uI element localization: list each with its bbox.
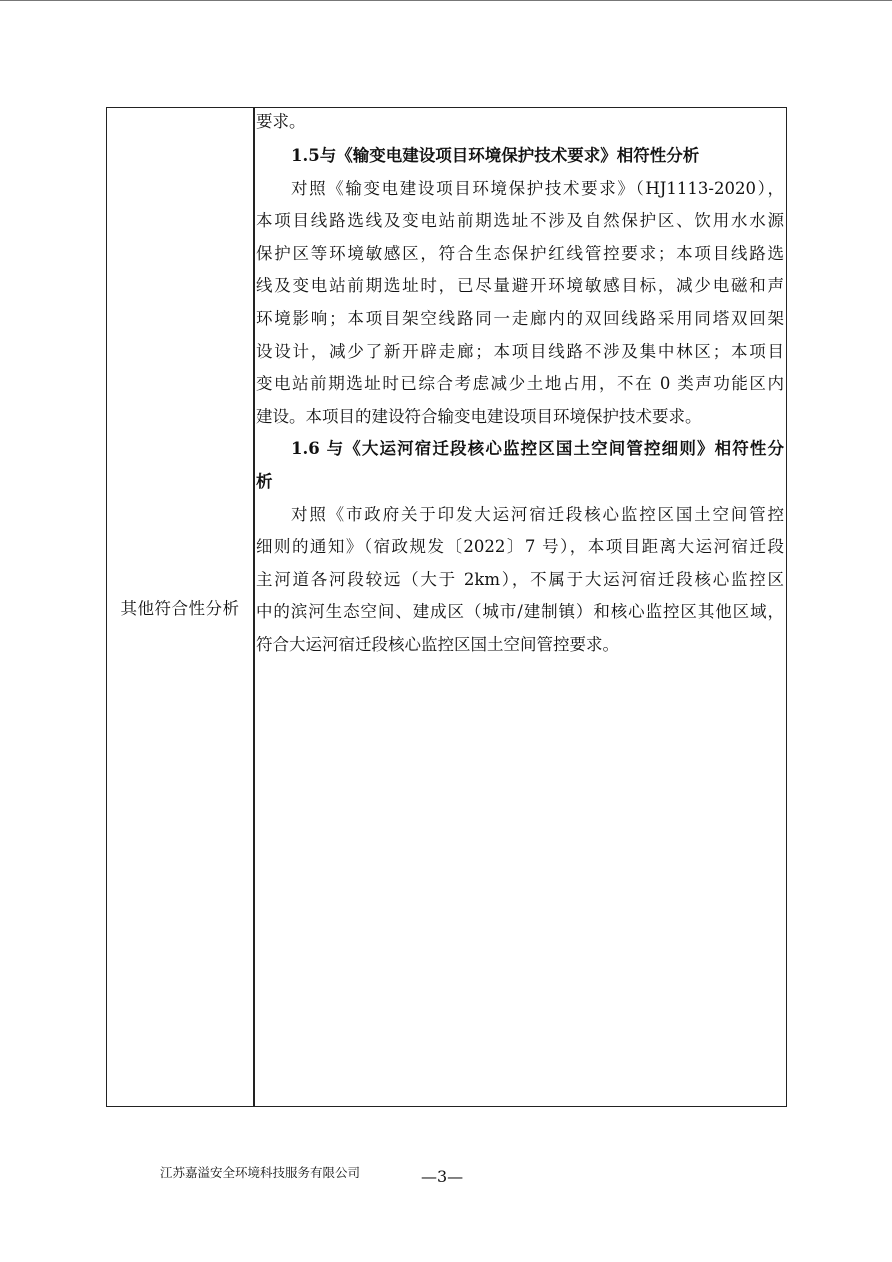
paragraph-line: 变电站前期选址时已综合考虑减少土地占用，不在 0 类声功能区内 <box>256 374 784 394</box>
section-heading-1-6: 1.6 与《大运河宿迁段核心监控区国土空间管控细则》相符性分 <box>291 439 784 459</box>
paragraph-line: 线及变电站前期选址时，已尽量避开环境敏感目标，减少电磁和声 <box>256 276 784 296</box>
paragraph-line: 符合大运河宿迁段核心监控区国土空间管控要求。 <box>256 634 619 654</box>
section-heading-1-6-continued: 析 <box>256 471 273 491</box>
paragraph-line: 中的滨河生态空间、建成区（城市/建制镇）和核心监控区其他区域， <box>256 602 784 622</box>
paragraph-line: 要求。 <box>256 112 306 131</box>
paragraph-line: 保护区等环境敏感区，符合生态保护红线管控要求；本项目线路选 <box>256 243 784 263</box>
compliance-table <box>106 107 787 1107</box>
footer-company-name: 江苏嘉溢安全环境科技服务有限公司 <box>160 1165 361 1180</box>
paragraph-line: 对照《市政府关于印发大运河宿迁段核心监控区国土空间管控 <box>291 504 784 524</box>
row-label-other-compliance: 其他符合性分析 <box>120 599 240 618</box>
page-number: —3— <box>421 1167 464 1186</box>
paragraph-line: 本项目线路选线及变电站前期选址不涉及自然保护区、饮用水水源 <box>256 211 784 231</box>
paragraph-line: 设设计，减少了新开辟走廊；本项目线路不涉及集中林区；本项目 <box>256 341 784 361</box>
paragraph-line: 建设。本项目的建设符合输变电建设项目环境保护技术要求。 <box>256 406 702 426</box>
paragraph-line: 细则的通知》（宿政规发〔2022〕7 号），本项目距离大运河宿迁段 <box>256 537 784 557</box>
paragraph-line: 对照《输变电建设项目环境保护技术要求》（HJ1113-2020）， <box>291 178 784 198</box>
paragraph-line: 主河道各河段较远（大于 2km），不属于大运河宿迁段核心监控区 <box>256 569 784 589</box>
section-heading-1-5: 1.5与《输变电建设项目环境保护技术要求》相符性分析 <box>291 146 700 165</box>
column-divider <box>253 108 255 1106</box>
analysis-content <box>256 108 784 662</box>
top-border-line <box>0 0 892 1</box>
paragraph-line: 环境影响；本项目架空线路同一走廊内的双回线路采用同塔双回架 <box>256 308 784 328</box>
